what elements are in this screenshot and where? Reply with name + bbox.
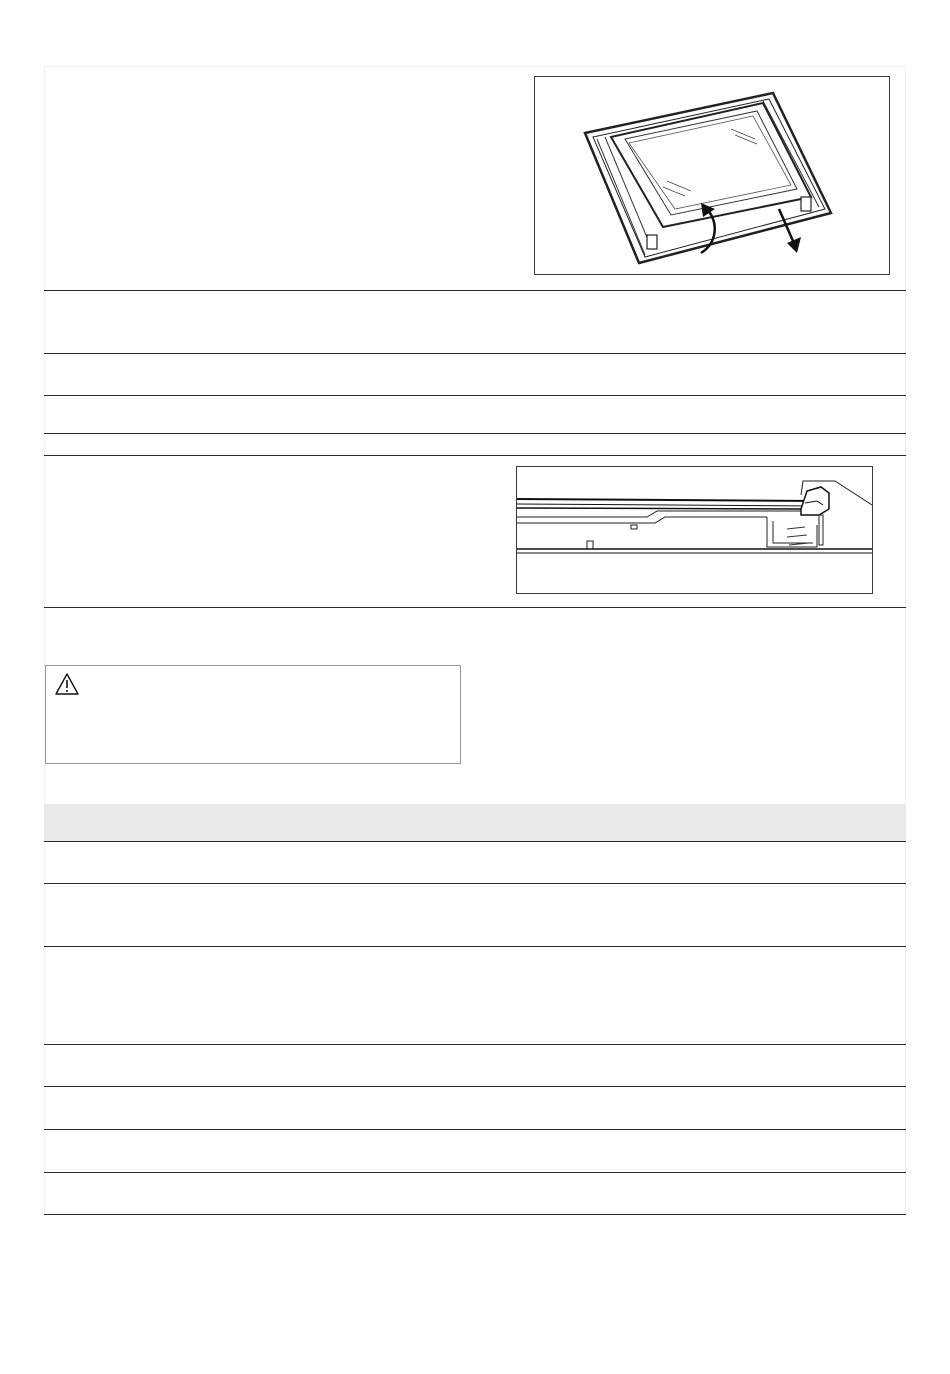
door-glass-illustration — [534, 76, 890, 275]
page-frame-right — [905, 66, 906, 1214]
table-row-divider — [44, 946, 906, 947]
section-divider — [44, 607, 906, 608]
page-frame-top — [44, 66, 906, 67]
table-row-divider — [44, 1044, 906, 1045]
table-row-divider — [44, 1086, 906, 1087]
table-bottom-rule — [44, 1214, 906, 1215]
section-divider — [44, 353, 906, 354]
section-divider — [44, 395, 906, 396]
table-row-divider — [44, 1129, 906, 1130]
section-divider — [44, 290, 906, 291]
section-divider — [44, 433, 906, 434]
glass-seating-drawing — [517, 467, 872, 593]
door-glass-drawing — [535, 77, 889, 274]
table-row-divider — [44, 841, 906, 842]
table-header — [44, 804, 906, 841]
table-row-divider — [44, 883, 906, 884]
glass-seating-illustration — [516, 466, 873, 594]
page-frame-left — [44, 66, 45, 1214]
table-row-divider — [44, 1172, 906, 1173]
warning-triangle-icon — [54, 672, 80, 696]
warning-box — [45, 665, 461, 764]
section-divider — [44, 455, 906, 456]
